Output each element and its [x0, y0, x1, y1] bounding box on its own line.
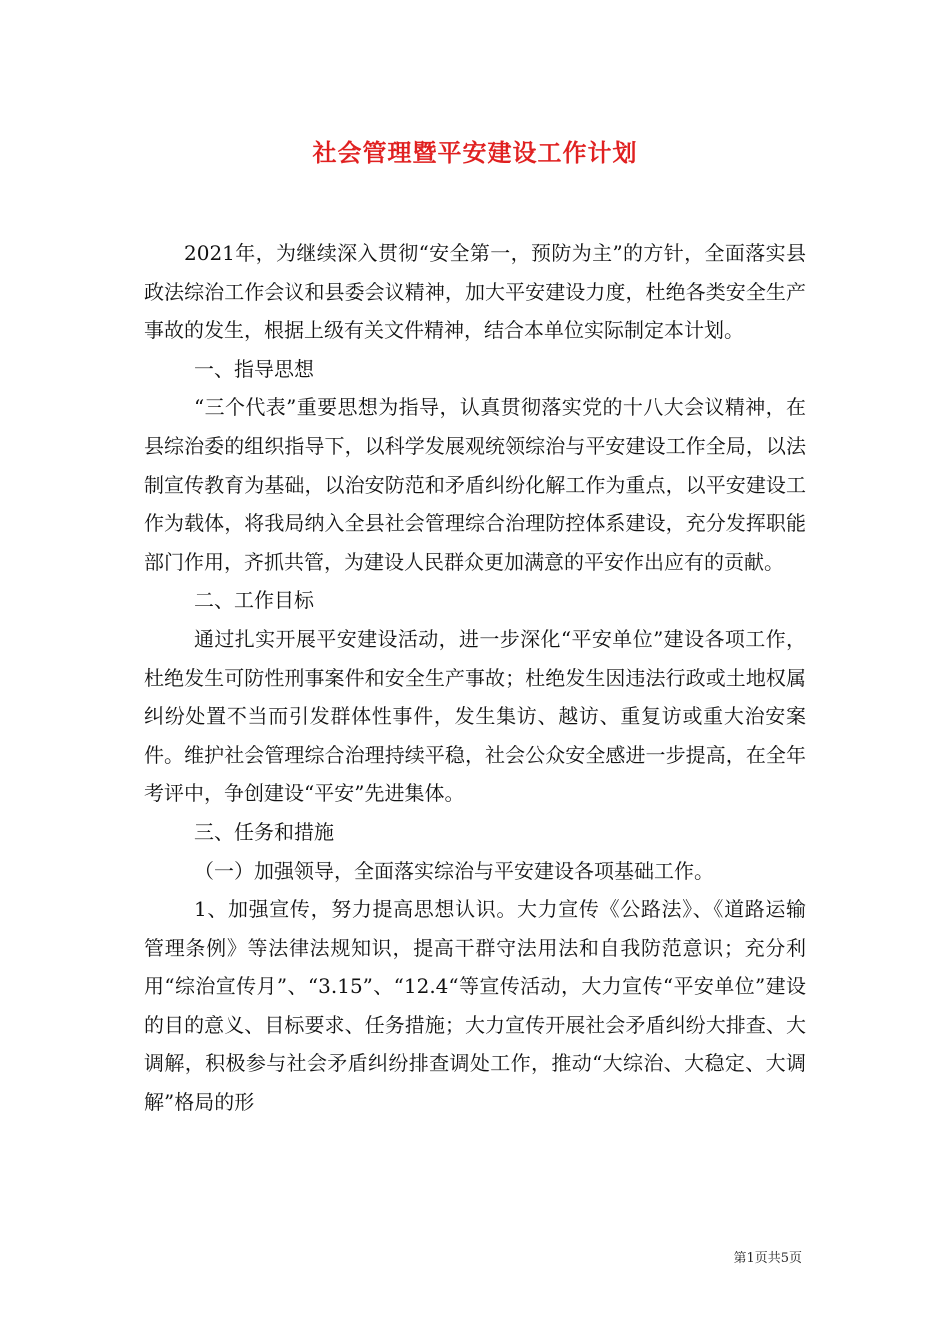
- intro-paragraph: 2021年，为继续深入贯彻“安全第一，预防为主”的方针，全面落实县政法综治工作会议和县委会议精神，加大平安建设力度，杜绝各类安全生产事故的发生，根据上级有关文件精神，结合本单位实际制定本计划。: [144, 241, 806, 343]
- work-goals-paragraph: 通过扎实开展平安建设活动，进一步深化“平安单位”建设各项工作，杜绝发生可防性刑事案件和安全生产事故；杜绝发生因违法行政或土地权属纠纷处置不当而引发群体性事件，发生集访、越访、重复访或重大治安案件。维护社会管理综合治理持续平稳，社会公众安全感进一步提高，在全年考评中，争创建设“平安”先进集体。: [144, 626, 806, 806]
- section-heading-guiding-ideology: 一、指导思想: [194, 356, 314, 381]
- page-number: 第1页共5页: [733, 1251, 802, 1266]
- section-heading-tasks-measures: 三、任务和措施: [194, 819, 334, 844]
- document-title: 社会管理暨平安建设工作计划: [312, 138, 638, 167]
- section-heading-work-goals: 二、工作目标: [194, 588, 314, 613]
- subsection-heading-leadership: （一）加强领导，全面落实综治与平安建设各项基础工作。: [194, 858, 714, 883]
- document-body: [144, 234, 806, 1122]
- guiding-ideology-paragraph: “三个代表”重要思想为指导，认真贯彻落实党的十八大会议精神，在县综治委的组织指导下，以科学发展观统领综治与平安建设工作全局，以法制宣传教育为基础，以治安防范和矛盾纠纷化解工作为重点，以平安建设工作为载体，将我局纳入全县社会管理综合治理防控体系建设，充分发挥职能部门作用，齐抓共管，为建设人民群众更加满意的平安作出应有的贡献。: [144, 395, 806, 574]
- publicity-paragraph: 1、加强宣传，努力提高思想认识。大力宣传《公路法》、《道路运输管理条例》等法律法规知识，提高干群守法用法和自我防范意识；充分利用“综治宣传月”、“3.15”、“12.4“等宣传活动，大力宣传“平安单位”建设的目的意义、目标要求、任务措施；大力宣传开展社会矛盾纠纷大排查、大调解，积极参与社会矛盾纠纷排查调处工作，推动“大综治、大稳定、大调解”格局的形: [144, 897, 806, 1115]
